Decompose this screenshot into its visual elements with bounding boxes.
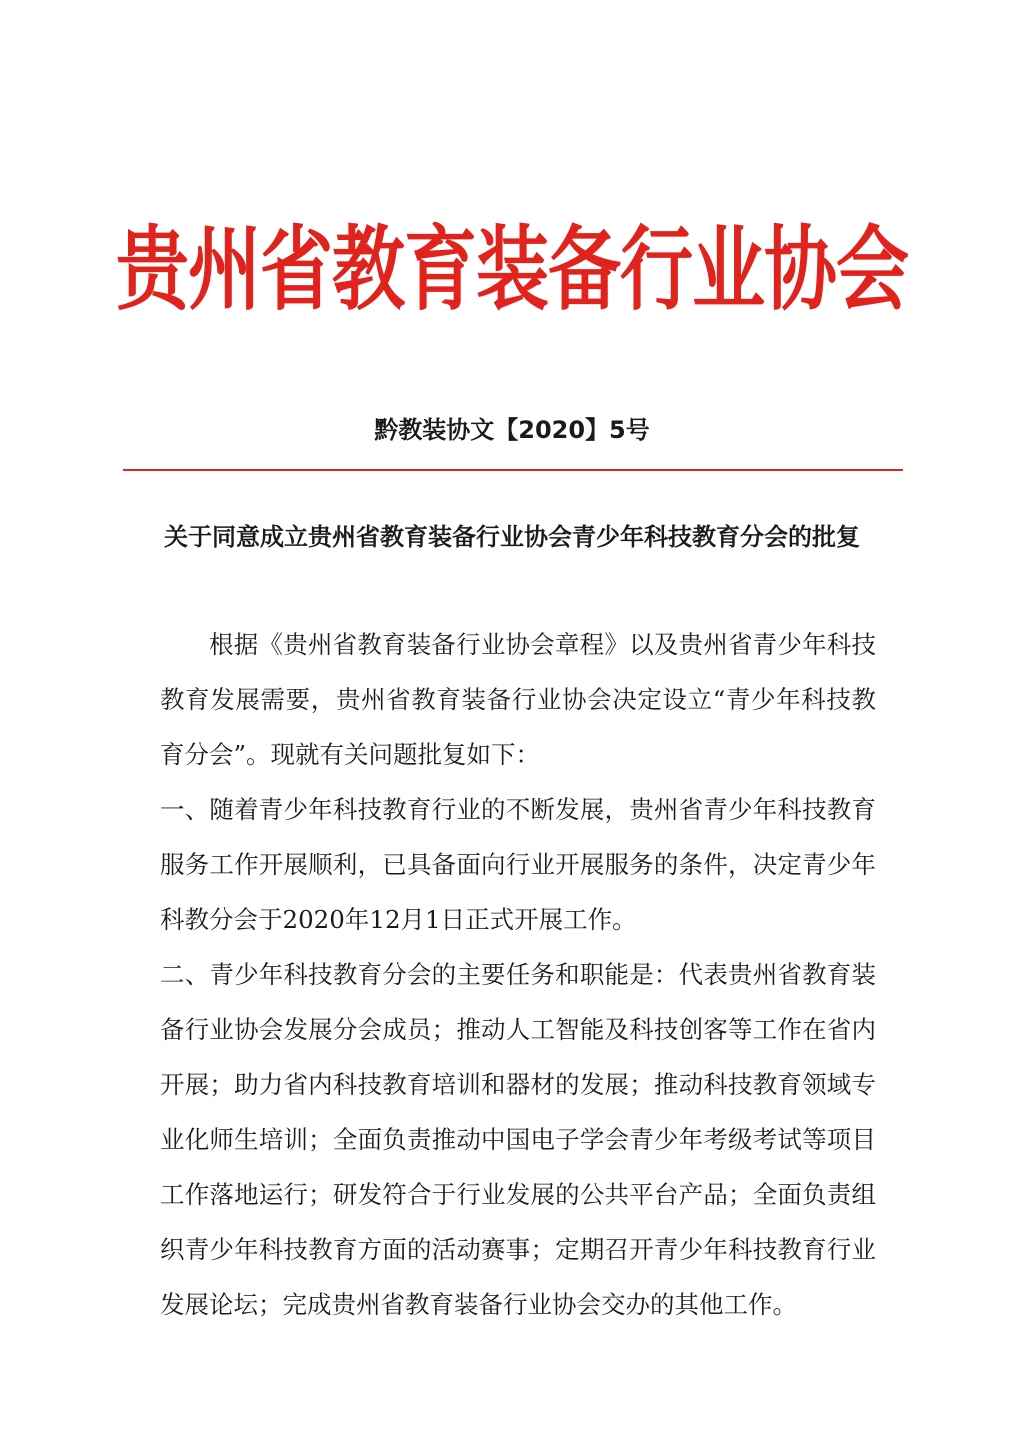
document-title: 关于同意成立贵州省教育装备行业协会青少年科技教育分会的批复: [164, 523, 860, 551]
body-paragraph-item-2: 二、青少年科技教育分会的主要任务和职能是：代表贵州省教育装备行业协会发展分会成员；推动人工智能及科技创客等工作在省内开展；助力省内科技教育培训和器材的发展；推动科技教育领域专业化师生培训；全面负责推动中国电子学会青少年考级考试等项目工作落地运行；研发符合于行业发展的公共平台产品；全面负责组织青少年科技教育方面的活动赛事；定期召开青少年科技教育行业发展论坛；完成贵州省教育装备行业协会交办的其他工作。: [160, 960, 876, 1319]
body-paragraph-item-1: 一、随着青少年科技教育行业的不断发展，贵州省青少年科技教育服务工作开展顺利，已具备面向行业开展服务的条件，决定青少年科教分会于2020年12月1日正式开展工作。: [160, 795, 876, 934]
body-paragraph-intro: 根据《贵州省教育装备行业协会章程》以及贵州省青少年科技教育发展需要，贵州省教育装备行业协会决定设立“青少年科技教育分会”。现就有关问题批复如下：: [160, 630, 876, 769]
document-number: 黔教装协文【2020】5号: [374, 416, 650, 444]
letterhead-organization-name: 贵州省教育装备行业协会: [116, 217, 908, 324]
red-divider-line: [123, 469, 903, 471]
document-body: [160, 617, 876, 1332]
